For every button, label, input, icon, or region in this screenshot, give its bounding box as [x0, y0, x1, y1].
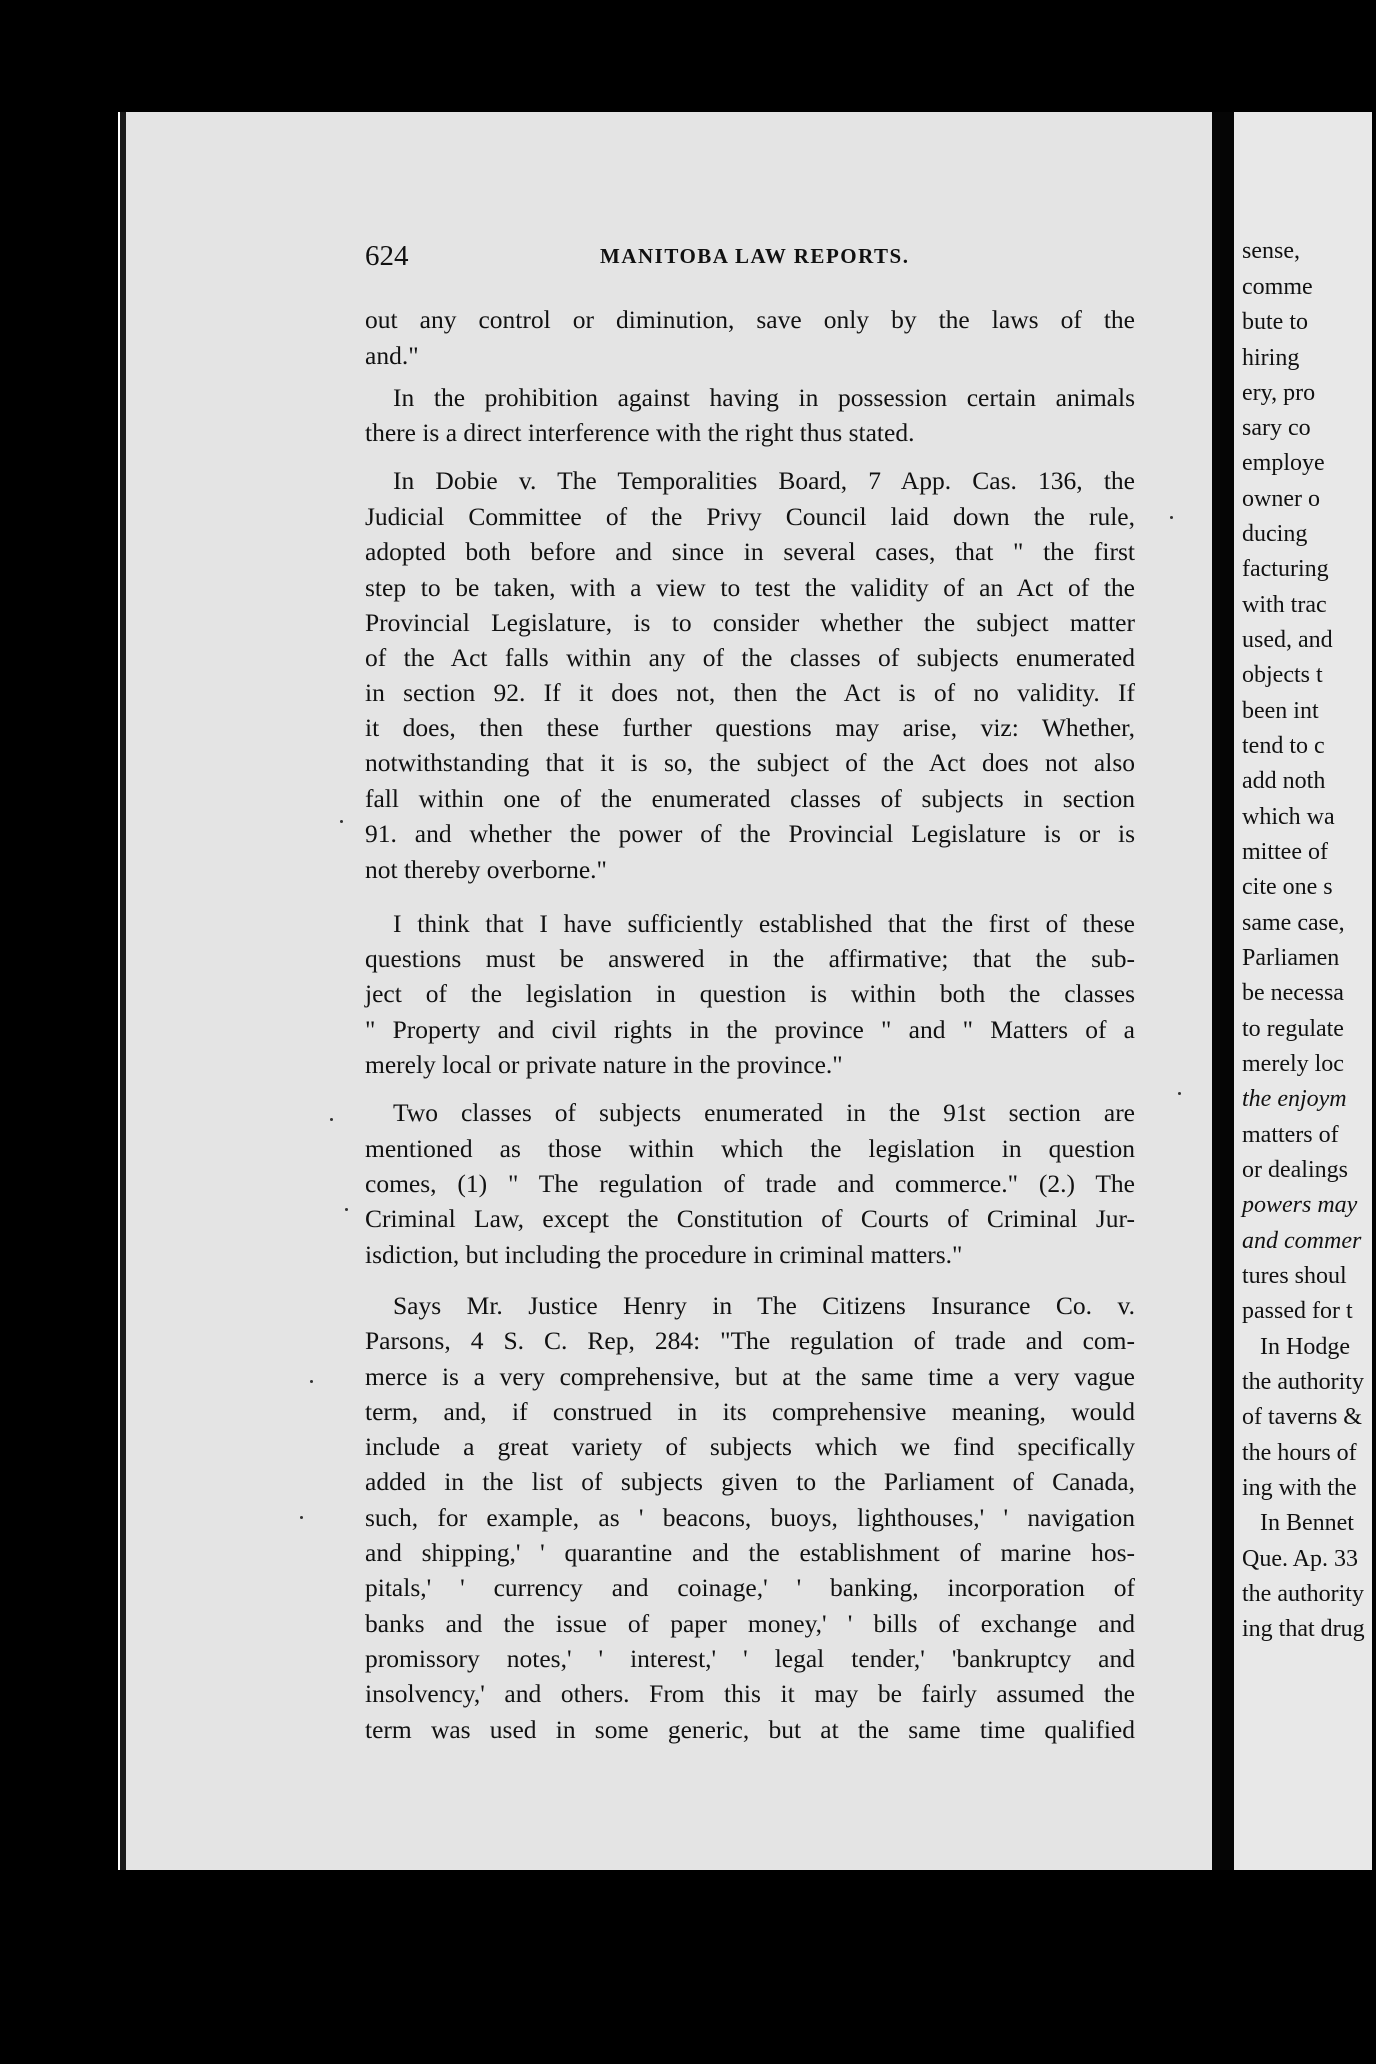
adjacent-line: matters of	[1242, 1122, 1339, 1148]
text-line: questions must be answered in the affirmative; that the sub-	[365, 944, 1135, 973]
text-line: insolvency,' and others. From this it may be fairly assumed the	[365, 1679, 1135, 1708]
adjacent-line: In Hodge	[1260, 1334, 1350, 1360]
text-line: include a great variety of subjects which we find specifically	[365, 1432, 1135, 1461]
page-header	[365, 240, 1165, 280]
adjacent-line: tures shoul	[1242, 1263, 1347, 1289]
text-line: Two classes of subjects enumerated in the 91st section are	[393, 1098, 1135, 1127]
text-line: there is a direct interference with the right thus stated.	[365, 418, 915, 447]
adjacent-line: sary co	[1242, 415, 1311, 441]
text-line: Provincial Legislature, is to consider whether the subject matter	[365, 608, 1135, 637]
adjacent-line: been int	[1242, 698, 1319, 724]
text-line: it does, then these further questions may arise, viz: Whether,	[365, 713, 1135, 742]
text-line: mentioned as those within which the legislation in question	[365, 1134, 1135, 1163]
scan-border-left	[0, 0, 118, 2064]
text-line: isdiction, but including the procedure in criminal matters."	[365, 1240, 963, 1269]
text-line: Judicial Committee of the Privy Council laid down the rule,	[365, 502, 1135, 531]
adjacent-line: the authority	[1242, 1369, 1364, 1395]
adjacent-line: and commer	[1242, 1228, 1362, 1254]
text-line: term, and, if construed in its comprehensive meaning, would	[365, 1397, 1135, 1426]
adjacent-line: employe	[1242, 450, 1325, 476]
adjacent-line: Que. Ap. 33	[1242, 1546, 1358, 1572]
adjacent-line: used, and	[1242, 627, 1333, 653]
text-line: such, for example, as ' beacons, buoys, lighthouses,' ' navigation	[365, 1503, 1135, 1532]
adjacent-line: objects t	[1242, 662, 1323, 688]
text-line: adopted both before and since in several cases, that " the first	[365, 537, 1135, 566]
text-line: pitals,' ' currency and coinage,' ' banking, incorporation of	[365, 1573, 1135, 1602]
scan-speck	[1178, 1092, 1181, 1095]
page-number: 624	[365, 240, 409, 272]
text-line: step to be taken, with a view to test the validity of an Act of the	[365, 573, 1135, 602]
text-line: 91. and whether the power of the Provincial Legislature is or is	[365, 819, 1135, 848]
text-line: " Property and civil rights in the province " and " Matters of a	[365, 1015, 1135, 1044]
text-line: term was used in some generic, but at the same time qualified	[365, 1715, 1135, 1744]
text-line: I think that I have sufficiently established that the first of these	[393, 909, 1135, 938]
adjacent-line: same case,	[1242, 910, 1345, 936]
adjacent-line: powers may	[1242, 1192, 1358, 1218]
text-line: not thereby overborne."	[365, 855, 607, 884]
text-line: out any control or diminution, save only by the laws of the	[365, 305, 1135, 334]
text-line: of the Act falls within any of the classes of subjects enumerated	[365, 643, 1135, 672]
text-line: and shipping,' ' quarantine and the establishment of marine hos-	[365, 1538, 1135, 1567]
adjacent-line: cite one s	[1242, 874, 1333, 900]
adjacent-line: add noth	[1242, 768, 1326, 794]
adjacent-line: In Bennet	[1260, 1510, 1354, 1536]
adjacent-line: or dealings	[1242, 1157, 1348, 1183]
adjacent-line: merely loc	[1242, 1051, 1344, 1077]
adjacent-line: the enjoym	[1242, 1086, 1347, 1112]
adjacent-line: be necessa	[1242, 980, 1344, 1006]
scan-speck	[300, 1516, 303, 1519]
adjacent-line: to regulate	[1242, 1016, 1344, 1042]
running-head: MANITOBA LAW REPORTS.	[600, 244, 910, 268]
scan-border-bottom	[0, 1870, 1376, 2064]
scan-speck	[310, 1380, 313, 1383]
scan-speck	[340, 820, 343, 823]
adjacent-line: passed for t	[1242, 1298, 1353, 1324]
adjacent-line: the authority	[1242, 1581, 1364, 1607]
adjacent-line: ing with the	[1242, 1475, 1357, 1501]
scan-speck	[1170, 516, 1173, 519]
scan-border-top	[0, 0, 1376, 112]
adjacent-line: sense,	[1242, 238, 1300, 264]
text-line: and."	[365, 341, 419, 370]
scan-speck	[345, 1208, 348, 1211]
adjacent-line: mittee of	[1242, 839, 1328, 865]
adjacent-line: hiring	[1242, 345, 1300, 371]
text-line: Parsons, 4 S. C. Rep, 284: "The regulation of trade and com-	[365, 1326, 1135, 1355]
text-line: merely local or private nature in the province."	[365, 1050, 843, 1079]
scan-speck	[330, 1118, 333, 1121]
adjacent-line: which wa	[1242, 804, 1335, 830]
text-line: Criminal Law, except the Constitution of Courts of Criminal Jur-	[365, 1204, 1135, 1233]
text-line: Says Mr. Justice Henry in The Citizens Insurance Co. v.	[393, 1291, 1135, 1320]
adjacent-line: comme	[1242, 274, 1313, 300]
adjacent-line: tend to c	[1242, 733, 1325, 759]
text-line: banks and the issue of paper money,' ' bills of exchange and	[365, 1609, 1135, 1638]
adjacent-line: ing that drug	[1242, 1616, 1365, 1642]
text-line: comes, (1) " The regulation of trade and commerce." (2.) The	[365, 1169, 1135, 1198]
adjacent-line: with trac	[1242, 592, 1327, 618]
text-line: promissory notes,' ' interest,' ' legal tender,' 'bankruptcy and	[365, 1644, 1135, 1673]
text-line: merce is a very comprehensive, but at the same time a very vague	[365, 1362, 1135, 1391]
adjacent-line: Parliamen	[1242, 945, 1340, 971]
adjacent-page-fragment	[1234, 112, 1372, 1870]
scan-border-right	[1372, 0, 1376, 2064]
adjacent-line: bute to	[1242, 309, 1308, 335]
book-gutter	[1212, 112, 1234, 1870]
adjacent-line: ery, pro	[1242, 380, 1316, 406]
text-line: notwithstanding that it is so, the subject of the Act does not also	[365, 748, 1135, 777]
adjacent-line: the hours of	[1242, 1440, 1357, 1466]
text-line: ject of the legislation in question is within both the classes	[365, 979, 1135, 1008]
text-line: in section 92. If it does not, then the Act is of no validity. If	[365, 678, 1135, 707]
text-line: fall within one of the enumerated classes of subjects in section	[365, 784, 1135, 813]
adjacent-line: ducing	[1242, 521, 1308, 547]
adjacent-line: owner o	[1242, 486, 1320, 512]
adjacent-line: facturing	[1242, 556, 1329, 582]
text-line: In Dobie v. The Temporalities Board, 7 App. Cas. 136, the	[393, 466, 1135, 495]
adjacent-line: of taverns &	[1242, 1404, 1362, 1430]
text-line: In the prohibition against having in possession certain animals	[393, 383, 1135, 412]
text-line: added in the list of subjects given to the Parliament of Canada,	[365, 1467, 1135, 1496]
